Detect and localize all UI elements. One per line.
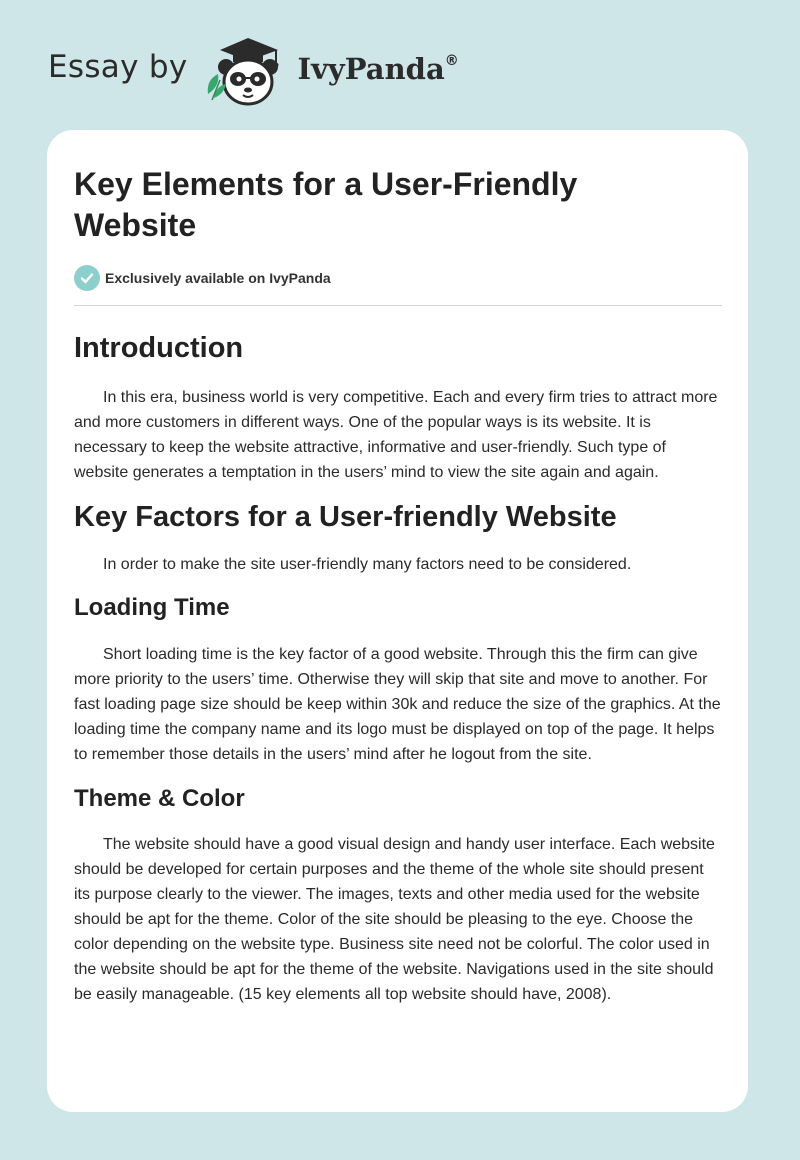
exclusive-badge [74, 265, 722, 291]
panda-graduate-icon[interactable] [202, 34, 294, 110]
divider [74, 305, 722, 306]
paragraph-loading-time: Short loading time is the key factor of a good website. Through this the firm can give more priority to the users’ time. Otherwise they will skip that site and move to another. For fast loading page size should be keep within 30k and reduce the size of the graphics. At the loading time the company name and its logo must be displayed on top of the page. It helps to remember those details in the users’ mind after he logout from the site. [74, 646, 721, 763]
trademark-symbol: ® [444, 53, 459, 69]
brand-name-text: IvyPanda [297, 52, 445, 86]
page-title: Key Elements for a User-Friendly Website [74, 166, 578, 243]
essay-card [47, 130, 748, 1112]
brand-prefix: Essay by [48, 49, 188, 85]
paragraph-introduction: In this era, business world is very competitive. Each and every firm tries to attract more and more customers in different ways. One of the popular ways is its website. It is necessary to keep the website attractive, informative and user-friendly. Such type of website generates a temptation in the users’ mind to view the site again and again. [74, 389, 718, 481]
brand-header [48, 34, 459, 110]
heading-introduction: Introduction [74, 332, 244, 364]
checkmark-circle-icon [74, 265, 100, 291]
heading-key-factors: Key Factors for a User-friendly Website [74, 501, 617, 533]
heading-theme-color: Theme & Color [74, 785, 245, 812]
brand-name [298, 52, 459, 86]
badge-text: Exclusively available on IvyPanda [105, 270, 331, 286]
heading-loading-time: Loading Time [74, 594, 230, 621]
paragraph-theme-color: The website should have a good visual design and handy user interface. Each website should be developed for certain purposes and the theme of the whole site should present its purpose clearly to the viewer. The images, texts and other media used for the website should be apt for the theme. Color of the site should be pleasing to the eye. Choose the color depending on the website type. Business site need not be colorful. The color used in the website should be apt for the theme of the website. Navigations used in the site should be easily manageable. (15 key elements all top website should have, 2008). [74, 836, 715, 1003]
paragraph-key-factors: In order to make the site user-friendly many factors need to be considered. [103, 556, 632, 573]
